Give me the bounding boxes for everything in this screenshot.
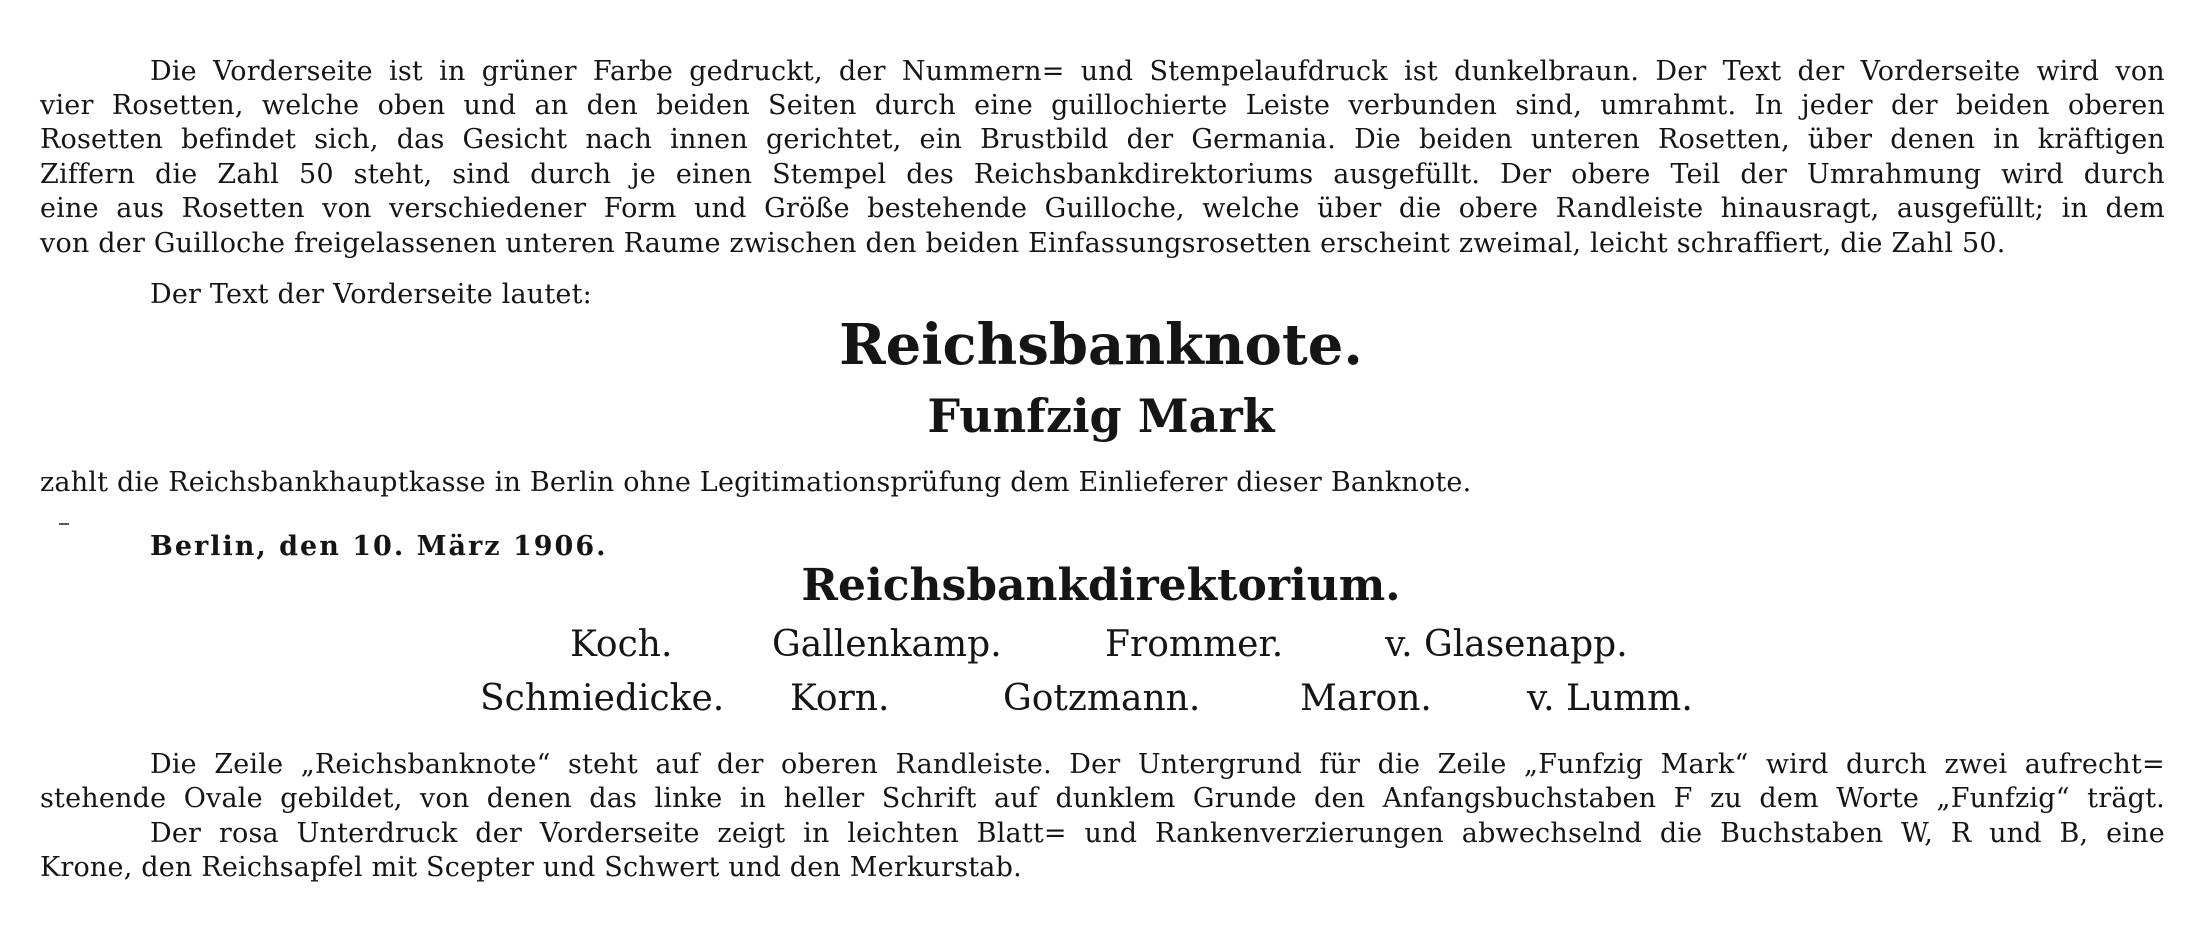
- word: von: [2115, 56, 2165, 87]
- word: Buchstaben: [1720, 818, 1884, 849]
- word: „Funfzig: [1523, 749, 1644, 780]
- word: jeder: [1801, 90, 1873, 121]
- word: durch: [1846, 749, 1928, 780]
- word: beiden: [656, 90, 750, 121]
- word: zwei: [1944, 749, 2008, 780]
- word: die: [1377, 749, 1421, 780]
- word: Umrahmung: [1807, 159, 1982, 190]
- word: wird: [2036, 56, 2100, 87]
- word: verbunden: [1348, 90, 1498, 121]
- note-subtitle: Funfzig Mark: [927, 389, 1275, 443]
- word: Guilloche,: [1044, 193, 1185, 224]
- word: ausgefüllt.: [1333, 159, 1481, 190]
- word: vier: [40, 90, 94, 121]
- word: bestehende: [867, 193, 1028, 224]
- text-line: Krone, den Reichsapfel mit Scepter und Schwert und den Merkurstab.: [40, 852, 1022, 883]
- word: sich,: [314, 124, 379, 155]
- signature-name: Korn.: [790, 678, 890, 719]
- word: Schrift: [881, 783, 977, 814]
- word: Die: [150, 56, 197, 87]
- word: die: [154, 159, 198, 190]
- word: welche: [261, 90, 360, 121]
- word: Der: [1069, 749, 1121, 780]
- word: Randleiste: [1555, 193, 1704, 224]
- word: oberen: [2067, 90, 2165, 121]
- word: durch: [530, 159, 612, 190]
- word: Teil: [1670, 159, 1721, 190]
- word: Untergrund: [1137, 749, 1302, 780]
- word: beiden: [1956, 90, 2050, 121]
- text-line: [40, 123, 2165, 157]
- word: trägt.: [2087, 783, 2165, 814]
- word: In: [1754, 90, 1783, 121]
- word: eine: [2106, 818, 2165, 849]
- word: und: [1084, 818, 1138, 849]
- word: kräftigen: [2037, 124, 2165, 155]
- word: Zahl: [217, 159, 280, 190]
- word: steht,: [353, 159, 433, 190]
- word: hinausragt,: [1720, 193, 1880, 224]
- word: den: [586, 90, 638, 121]
- word: Form: [603, 193, 677, 224]
- text-line: [150, 817, 2165, 851]
- word: der: [475, 818, 523, 849]
- word: ist: [389, 56, 423, 87]
- word: Brustbild: [980, 124, 1109, 155]
- word: Blatt=: [976, 818, 1067, 849]
- date-line: Berlin, den 10. März 1906.: [150, 531, 608, 562]
- word: denen: [486, 783, 572, 814]
- word: der: [1890, 90, 1938, 121]
- word: Ziffern: [40, 159, 136, 190]
- word: dunklem: [1055, 783, 1176, 814]
- word: Rosetten,: [1657, 124, 1790, 155]
- word: Die: [150, 749, 197, 780]
- word: Gesicht: [462, 124, 568, 155]
- word: gedruckt,: [689, 56, 823, 87]
- word: für: [1319, 749, 1361, 780]
- word: durch: [874, 90, 956, 121]
- word: steht: [568, 749, 638, 780]
- word: zeigt: [717, 818, 786, 849]
- text-line: [150, 55, 2165, 89]
- word: der: [716, 749, 764, 780]
- word: und: [693, 193, 747, 224]
- word: leichten: [847, 818, 959, 849]
- word: auf: [993, 783, 1039, 814]
- word: auf: [655, 749, 700, 780]
- word: Leiste: [1245, 90, 1331, 121]
- word: guillochierte: [1051, 90, 1228, 121]
- word: ausgefüllt;: [1896, 193, 2045, 224]
- word: abwechselnd: [1461, 818, 1643, 849]
- word: wird: [2001, 159, 2064, 190]
- word: Mark“: [1660, 749, 1749, 780]
- word: über: [1807, 124, 1873, 155]
- word: ein: [919, 124, 963, 155]
- word: welche: [1202, 193, 1300, 224]
- word: obere: [1571, 159, 1651, 190]
- signature-name: Frommer.: [1105, 624, 1284, 665]
- word: dunkelbraun.: [1454, 56, 1640, 87]
- word: W,: [1901, 818, 1934, 849]
- word: je: [631, 159, 656, 190]
- word: R: [1950, 818, 1972, 849]
- word: Zeile: [1437, 749, 1507, 780]
- word: sind,: [1515, 90, 1583, 121]
- word: heller: [783, 783, 865, 814]
- intro-line: Der Text der Vorderseite lautet:: [150, 279, 592, 310]
- word: des: [906, 159, 954, 190]
- word: den: [1314, 783, 1366, 814]
- word: Rankenverzierungen: [1154, 818, 1445, 849]
- word: umrahmt.: [1600, 90, 1737, 121]
- word: Stempelaufdruck: [1149, 56, 1388, 87]
- word: Die: [1354, 124, 1401, 155]
- signature-name: Schmiedicke.: [480, 678, 725, 719]
- word: Farbe: [592, 56, 674, 87]
- word: Germania.: [1191, 124, 1337, 155]
- word: das: [589, 783, 638, 814]
- word: von: [322, 193, 372, 224]
- word: in: [1993, 124, 2020, 155]
- word: Randleiste.: [895, 749, 1052, 780]
- payment-line: zahlt die Reichsbankhauptkasse in Berlin ohne Legitimationsprüfung dem Einlieferer dieser Banknote.: [40, 467, 1472, 498]
- word: B,: [2059, 818, 2089, 849]
- word: von: [419, 783, 470, 814]
- word: eine: [974, 90, 1033, 121]
- word: rosa: [218, 818, 279, 849]
- word: gerichtet,: [765, 124, 902, 155]
- word: Der: [1655, 56, 1707, 87]
- word: unteren: [1530, 124, 1640, 155]
- word: Text: [1722, 56, 1782, 87]
- word: Anfangsbuchstaben: [1382, 783, 1657, 814]
- word: der: [1797, 56, 1845, 87]
- word: die: [1659, 818, 1703, 849]
- word: der: [1126, 124, 1174, 155]
- word: Zeile: [214, 749, 284, 780]
- word: in: [439, 56, 466, 87]
- text-line: [40, 158, 2165, 192]
- word: sind: [452, 159, 511, 190]
- word: Der: [150, 818, 202, 849]
- word: „Reichsbanknote“: [300, 749, 551, 780]
- word: oben: [377, 90, 446, 121]
- word: dem: [2105, 193, 2165, 224]
- word: Nummern=: [901, 56, 1065, 87]
- word: befindet: [181, 124, 297, 155]
- word: und: [1989, 818, 2042, 849]
- word: Der: [1500, 159, 1552, 190]
- word: Grunde: [1192, 783, 1297, 814]
- word: 50: [298, 159, 334, 190]
- word: denen: [1890, 124, 1976, 155]
- word: aus: [116, 193, 165, 224]
- word: Seiten: [768, 90, 857, 121]
- word: „Funfzig“: [1936, 783, 2070, 814]
- word: in: [2061, 193, 2089, 224]
- word: Rosetten: [40, 124, 164, 155]
- word: und: [1080, 56, 1134, 87]
- word: linke: [654, 783, 723, 814]
- word: einen: [675, 159, 753, 190]
- word: Vorderseite: [1860, 56, 2021, 87]
- word: wird: [1765, 749, 1829, 780]
- word: die: [1398, 193, 1442, 224]
- word: nach: [585, 124, 653, 155]
- word: Rosetten: [181, 193, 305, 224]
- text-line: [40, 89, 2165, 123]
- word: Ovale: [183, 783, 263, 814]
- word: ist: [1404, 56, 1438, 87]
- word: Vorderseite: [213, 56, 373, 87]
- signature-name: Gallenkamp.: [772, 624, 1002, 665]
- signature-name: Koch.: [570, 624, 673, 665]
- text-line: [150, 748, 2165, 782]
- word: in: [739, 783, 767, 814]
- word: der: [1740, 159, 1788, 190]
- word: stehende: [40, 783, 167, 814]
- word: gebildet,: [280, 783, 403, 814]
- word: der: [838, 56, 886, 87]
- word: Rosetten,: [111, 90, 244, 121]
- word: zu: [1709, 783, 1742, 814]
- word: über: [1317, 193, 1382, 224]
- word: oberen: [781, 749, 879, 780]
- word: innen: [670, 124, 748, 155]
- word: an: [534, 90, 569, 121]
- word: aufrecht=: [2024, 749, 2165, 780]
- word: dem: [1759, 783, 1819, 814]
- word: Größe: [764, 193, 850, 224]
- word: beiden: [1418, 124, 1513, 155]
- word: das: [396, 124, 445, 155]
- signature-name: Gotzmann.: [1003, 678, 1201, 719]
- word: und: [463, 90, 517, 121]
- word: obere: [1458, 193, 1539, 224]
- word: Worte: [1836, 783, 1920, 814]
- word: verschiedener: [389, 193, 587, 224]
- word: eine: [40, 193, 99, 224]
- word: Stempel: [772, 159, 887, 190]
- word: Unterdruck: [296, 818, 458, 849]
- word: grüner: [481, 56, 577, 87]
- text-line: [40, 192, 2165, 226]
- word: durch: [2083, 159, 2165, 190]
- word: Vorderseite: [539, 818, 700, 849]
- signature-name: Maron.: [1300, 678, 1432, 719]
- word: Reichsbankdirektoriums: [973, 159, 1314, 190]
- text-line: [40, 782, 2165, 816]
- note-title: Reichsbanknote.: [839, 312, 1363, 378]
- signature-name: v. Lumm.: [1527, 678, 1693, 719]
- word: F: [1673, 783, 1693, 814]
- word: in: [803, 818, 830, 849]
- text-line: von der Guilloche freigelassenen unteren Raume zwischen den beiden Einfassungsrosetten erscheint zweimal, leicht schraffiert, die Zahl 50.: [40, 228, 2006, 259]
- signature-name: v. Glasenapp.: [1385, 624, 1628, 665]
- print-speck: [59, 523, 69, 525]
- directorate-heading: Reichsbankdirektorium.: [801, 560, 1401, 611]
